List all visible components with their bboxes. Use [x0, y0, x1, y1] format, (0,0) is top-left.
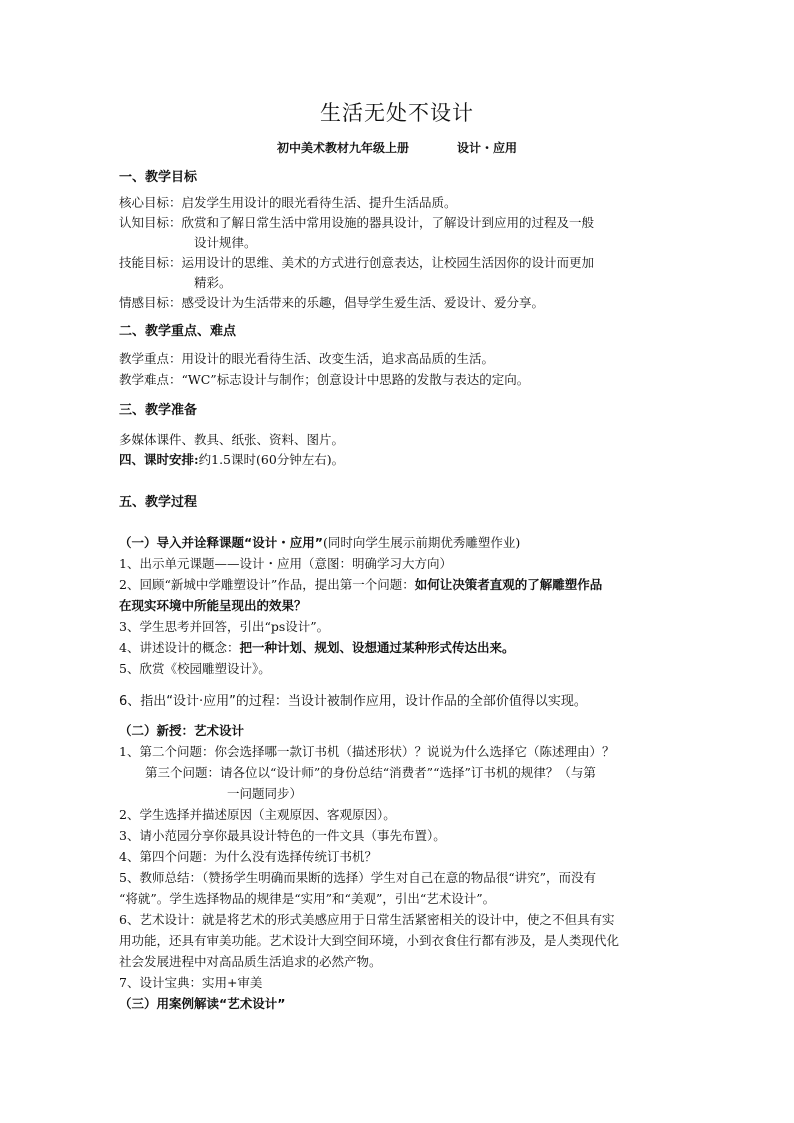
class-schedule-text: 约1.5课时(60分钟左右)。: [198, 452, 345, 467]
part2-item-1-q3: 第三个问题：请各位以“设计师”的身份总结“消费者”“选择”订书机的规律？（与第: [145, 765, 596, 780]
part2-item-5-cont: “将就”。学生选择物品的规律是“实用”和“美观”，引出“艺术设计”。: [119, 891, 496, 906]
teaching-focus: 教学重点：用设计的眼光看待生活、改变生活，追求高品质的生活。: [119, 351, 495, 366]
subtitle-unit: 设计・应用: [457, 141, 518, 155]
part1-item-6: 6、指出“设计·应用”的过程：当设计被制作应用，设计作品的全部价值得以实现。: [119, 694, 587, 709]
class-schedule-label: 四、课时安排:: [119, 452, 199, 467]
objective-cognitive-cont: 设计规律。: [194, 235, 257, 250]
part1-note: (同时向学生展示前期优秀雕塑作业): [322, 535, 521, 550]
part1-item-1: 1、出示单元课题——设计・应用（意图：明确学习大方向）: [119, 556, 452, 571]
part2-heading: （二）新授：艺术设计: [119, 723, 245, 738]
part2-item-5: 5、教师总结：（赞扬学生明确而果断的选择）学生对自己在意的物品很“讲究”，而没有: [119, 870, 596, 885]
part2-item-3: 3、请小范园分享你最具设计特色的一件文具（事先布置）。: [119, 828, 446, 843]
section-heading-objectives: 一、教学目标: [119, 170, 198, 185]
part2-item-7: 7、设计宝典：实用+审美: [119, 975, 263, 990]
class-schedule: [119, 450, 344, 468]
part1-item-2: 2、回顾“新城中学雕塑设计”作品，提出第一个问题：如何让决策者直观的了解雕塑作品: [119, 577, 603, 592]
section-heading-process: 五、教学过程: [119, 495, 198, 510]
page-title: 生活无处不设计: [320, 101, 474, 125]
part1-title: （一）导入并诠释课题“设计・应用”: [119, 535, 323, 550]
part1-item-4: 4、讲述设计的概念：把一种计划、规划、设想通过某种形式传达出来。: [119, 640, 515, 655]
part1-item-2-cont: 在现实环境中所能呈现出的效果？: [119, 598, 307, 613]
part2-item-1-q3-cont: 一问题同步）: [227, 786, 303, 801]
objective-skill: 技能目标：运用设计的思维、美术的方式进行创意表达，让校园生活因你的设计而更加: [119, 255, 595, 270]
objective-skill-cont: 精彩。: [194, 275, 232, 290]
part2-item-6-cont1: 用功能，还具有审美功能。艺术设计大到空间环境，小到衣食住行都有涉及，是人类现代化: [119, 933, 620, 948]
part3-heading: （三）用案例解读“艺术设计”: [119, 996, 286, 1011]
part1-heading: [119, 533, 520, 551]
part2-item-6-cont2: 社会发展进程中对高品质生活追求的必然产物。: [119, 954, 382, 969]
part1-item-5: 5、欣赏《校园雕塑设计》。: [119, 661, 271, 676]
objective-core: 核心目标：启发学生用设计的眼光看待生活、提升生活品质。: [119, 195, 457, 210]
teaching-difficulty: 教学难点：“WC”标志设计与制作；创意设计中思路的发散与表达的定向。: [119, 372, 530, 387]
part2-item-1: 1、第二个问题：你会选择哪一款订书机（描述形状）？说说为什么选择它（陈述理由）？: [119, 744, 615, 759]
section-heading-prep: 三、教学准备: [119, 403, 198, 418]
section-heading-focus: 二、教学重点、难点: [119, 324, 237, 339]
subtitle-textbook: 初中美术教材九年级上册: [276, 141, 409, 155]
part2-item-4: 4、第四个问题：为什么没有选择传统订书机？: [119, 849, 377, 864]
teaching-prep: 多媒体课件、教具、纸张、资料、图片。: [119, 432, 345, 447]
part2-item-6: 6、艺术设计：就是将艺术的形式美感应用于日常生活紧密相关的设计中，使之不但具有实: [119, 912, 615, 927]
objective-emotion: 情感目标：感受设计为生活带来的乐趣，倡导学生爱生活、爱设计、爱分享。: [119, 295, 545, 310]
objective-cognitive: 认知目标：欣赏和了解日常生活中常用设施的器具设计，了解设计到应用的过程及一般: [119, 215, 595, 230]
part2-item-2: 2、学生选择并描述原因（主观原因、客观原因）。: [119, 807, 396, 822]
part1-item-3: 3、学生思考并回答，引出“ps设计”。: [119, 619, 330, 634]
subtitle: [0, 139, 794, 156]
